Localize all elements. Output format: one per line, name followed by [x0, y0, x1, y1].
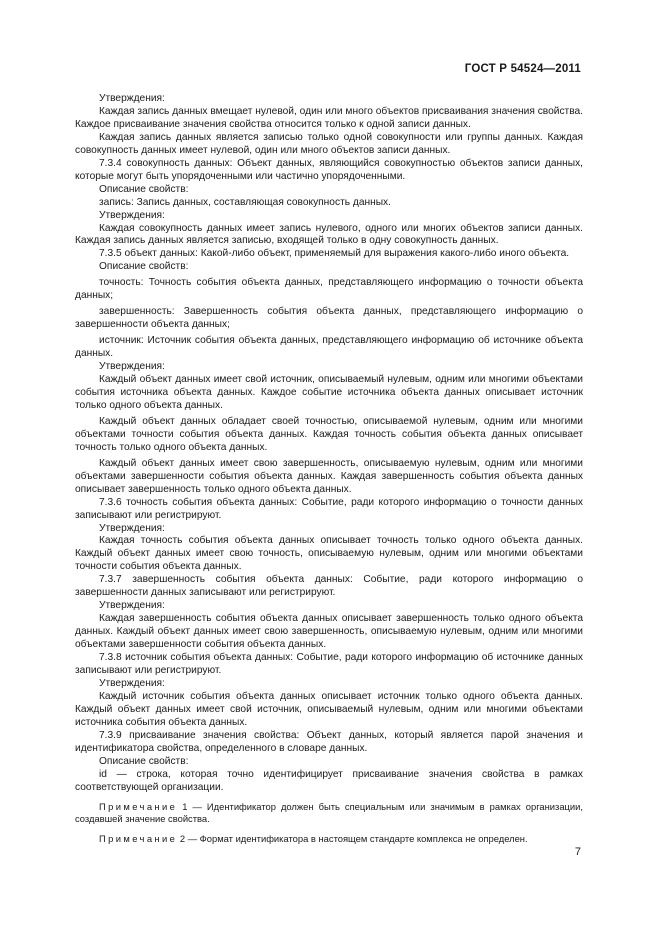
paragraph: Каждая запись данных вмещает нулевой, один или много объектов присваивания значения свойства. Каждое присваивание значения свойства относится только к одной записи данных. — [75, 105, 583, 130]
paragraph: Утверждения: — [99, 600, 165, 612]
paragraph: Утверждения: — [99, 93, 165, 104]
paragraph: id — строка, которая точно идентифицирует присваивание значения свойства в рамках соответствующей организации. — [75, 768, 583, 793]
paragraph: Описание свойств: — [99, 183, 189, 195]
paragraph: 7.3.4 совокупность данных: Объект данных, являющийся совокупностью объектов записи данных, которые могут быть упорядоченными или частично упорядоченными. — [75, 157, 583, 182]
paragraph: Утверждения: — [99, 677, 165, 689]
paragraph: Каждый объект данных имеет свою завершенность, описываемую нулевым, одним или многими объектами завершенности события объекта данных. Каждая завершенность события объекта данных описывает завершенность только одного объекта данных. — [75, 457, 583, 495]
document-number: ГОСТ Р 54524—2011 — [464, 63, 581, 75]
paragraph: 7.3.6 точность события объекта данных: Событие, ради которого информацию о точности данных записывают или регистрируют. — [75, 496, 583, 521]
paragraph: 7.3.5 объект данных: Какой-либо объект, применяемый для выражения какого-либо иного объекта. — [99, 248, 570, 260]
paragraph: Утверждения: — [99, 522, 165, 534]
note-text: 2 — Формат идентификатора в настоящем стандарте комплекса не определен. — [177, 833, 528, 845]
paragraph: 7.3.8 источник события объекта данных: Событие, ради которого информацию об источнике данных записывают или регистрируют. — [75, 652, 583, 676]
paragraph: Каждая совокупность данных имеет запись нулевого, одного или многих объектов записи данных. Каждая запись данных является записью, входящей только в одну совокупность данных. — [75, 222, 583, 247]
note-text: 1 — Идентификатор должен быть специальным или значимым в рамках организации, создавшей значение свойства. — [75, 800, 583, 824]
paragraph: запись: Запись данных, составляющая совокупность данных. — [99, 196, 391, 208]
paragraph: Каждая точность события объекта данных описывает точность только одного объекта данных. Каждый объект данных имеет свою точность, описываемую нулевым, одним или многими объектами точности события объекта данных. — [75, 535, 583, 573]
paragraph: 7.3.7 завершенность события объекта данных: Событие, ради которого информацию о завершенности данных записывают или регистрируют. — [75, 574, 583, 599]
paragraph: источник: Источник события объекта данных, представляющего информацию об источнике объекта данных. — [75, 335, 583, 360]
note-1 — [75, 801, 583, 826]
paragraph: Каждая завершенность события объекта данных описывает завершенность только одного объекта данных. Каждый объект данных имеет свою завершенность, описываемую нулевым, одним или многими объектами завершенности события объекта данных. — [75, 613, 583, 651]
paragraph: завершенность: Завершенность события объекта данных, представляющего информацию о завершенности объекта данных; — [75, 306, 583, 331]
paragraph: Каждый источник события объекта данных описывает источник только одного объекта данных. Каждый объект данных имеет свой источник, описываемый нулевым, одним или многими объектами источника события объекта данных. — [75, 690, 583, 728]
paragraph: Утверждения: — [99, 209, 165, 221]
paragraph: Описание свойств: — [99, 755, 189, 767]
paragraph: Каждый объект данных имеет свой источник, описываемый нулевым, одним или многими объектами события источника объекта данных. Каждое событие источника объекта данных описывает источник только одного объекта данных. — [75, 374, 583, 411]
paragraph: Каждый объект данных обладает своей точностью, описываемой нулевым, одним или многими объектами точности события объекта данных. Каждая точность события объекта данных описывает точность только одного объекта данных. — [75, 415, 583, 453]
paragraph: Утверждения: — [99, 361, 165, 373]
paragraph: 7.3.9 присваивание значения свойства: Объект данных, который является парой значения и идентификатора свойства, определенного в словаре данных. — [75, 729, 583, 754]
page-body — [75, 93, 583, 846]
paragraph: Описание свойств: — [99, 261, 189, 273]
note-2 — [75, 833, 583, 845]
paragraph: точность: Точность события объекта данных, представляющего информацию о точности объекта данных; — [75, 277, 583, 302]
note-label: Примечание — [99, 800, 178, 812]
page-number: 7 — [574, 846, 581, 858]
note-label: Примечание — [99, 833, 178, 845]
paragraph: Каждая запись данных является записью только одной совокупности или группы данных. Каждая совокупность данных имеет нулевой, один или много объектов записи данных. — [75, 131, 583, 156]
